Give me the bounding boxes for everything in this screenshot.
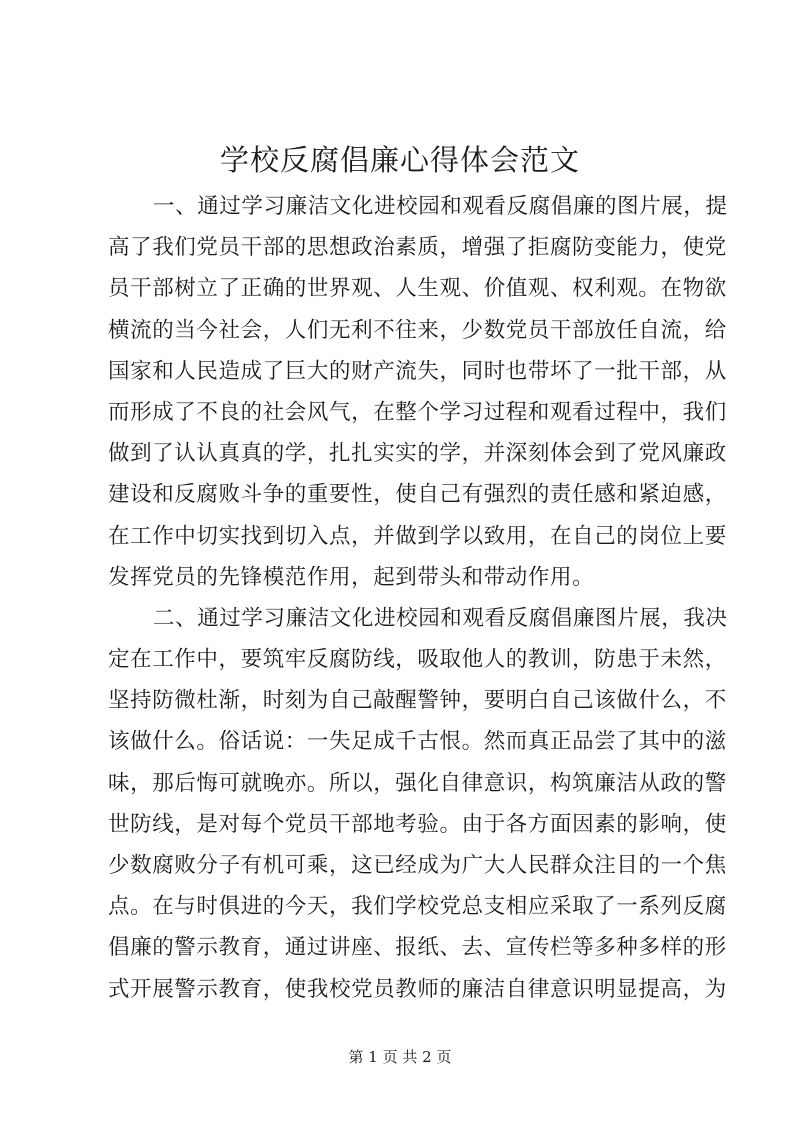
paragraph-line: 定在工作中，要筑牢反腐防线，吸取他人的教训，防患于未然，: [108, 647, 727, 673]
paragraph-line: 坚持防微杜渐，时刻为自己敲醒警钟，要明白自己该做什么，不: [108, 688, 727, 714]
paragraph-line: 倡廉的警示教育，通过讲座、报纸、去、宣传栏等多种多样的形: [108, 935, 727, 961]
paragraph-line: 高了我们党员干部的思想政治素质，增强了拒腐防变能力，使党: [108, 235, 727, 261]
paragraph-line: 在工作中切实找到切入点，并做到学以致用，在自己的岗位上要: [108, 523, 727, 549]
paragraph-line: 员干部树立了正确的世界观、人生观、价值观、权利观。在物欲: [108, 276, 727, 302]
paragraph-line: 建设和反腐败斗争的重要性，使自己有强烈的责任感和紧迫感，: [108, 482, 727, 508]
paragraph-line: 做到了认认真真的学，扎扎实实的学，并深刻体会到了党风廉政: [108, 441, 727, 467]
paragraph-line: 一、通过学习廉洁文化进校园和观看反腐倡廉的图片展，提: [153, 194, 728, 219]
paragraph-line: 该做什么。俗话说：一失足成千古恨。然而真正品尝了其中的滋: [108, 729, 727, 755]
paragraph-line: 发挥党员的先锋模范作用，起到带头和带动作用。: [108, 564, 595, 590]
paragraph-line: 而形成了不良的社会风气，在整个学习过程和观看过程中，我们: [108, 399, 727, 425]
paragraph-line: 式开展警示教育，使我校党员教师的廉洁自律意识明显提高，为: [108, 976, 727, 1002]
paragraph-line: 横流的当今社会，人们无利不往来，少数党员干部放任自流，给: [108, 317, 727, 343]
page-footer: 第 1 页 共 2 页: [348, 1048, 452, 1066]
paragraph-line: 少数腐败分子有机可乘，这已经成为广大人民群众注目的一个焦: [108, 853, 727, 878]
paragraph-line: 味，那后悔可就晚亦。所以，强化自律意识，构筑廉洁从政的警: [108, 770, 727, 796]
document-body: [108, 186, 728, 1010]
document-title: 学校反腐倡廉心得体会范文: [219, 143, 580, 177]
paragraph-line: 国家和人民造成了巨大的财产流失，同时也带坏了一批干部，从: [108, 358, 727, 384]
paragraph-line: 二、通过学习廉洁文化进校园和观看反腐倡廉图片展，我决: [153, 605, 728, 631]
paragraph-line: 世防线，是对每个党员干部地考验。由于各方面因素的影响，使: [108, 811, 727, 837]
paragraph-line: 点。在与时俱进的今天，我们学校党总支相应采取了一系列反腐: [108, 894, 727, 920]
